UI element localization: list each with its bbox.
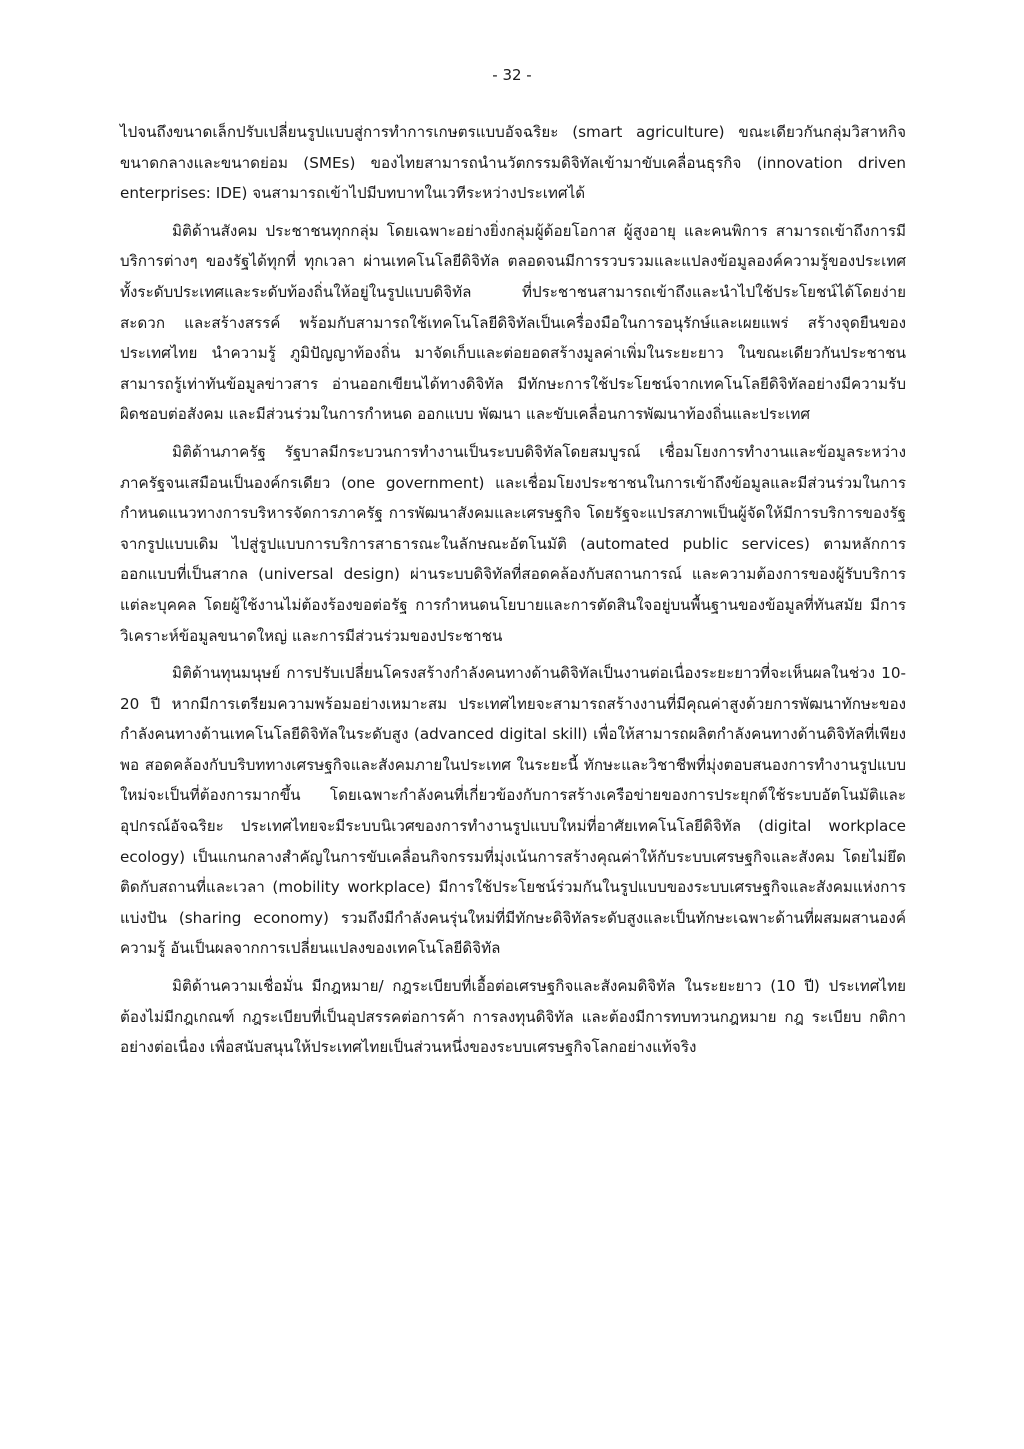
paragraph-social-dimension: มิติด้านสังคม ประชาชนทุกกลุ่ม โดยเฉพาะอย่างยิ่งกลุ่มผู้ด้อยโอกาส ผู้สูงอายุ และคนพิการ สามารถเข้าถึงการมีบริการต่างๆ ของรัฐได้ทุกที่ ทุกเวลา ผ่านเทคโนโลยีดิจิทัล ตลอดจนมีการรวบรวมและแปลงข้อมูลองค์ความรู้ของประเทศ ทั้งระดับประเทศและระดับท้องถิ่นให้อยู่ในรูปแบบดิจิทัล ที่ประชาชนสามารถเข้าถึงและนำไปใช้ประโยชน์ได้โดยง่าย สะดวก และสร้างสรรค์ พร้อมกับสามารถใช้เทคโนโลยีดิจิทัลเป็นเครื่องมือในการอนุรักษ์และเผยแพร่ สร้างจุดยืนของประเทศไทย นำความรู้ ภูมิปัญญาท้องถิ่น มาจัดเก็บและต่อยอดสร้างมูลค่าเพิ่มในระยะยาว ในขณะเดียวกันประชาชนสามารถรู้เท่าทันข้อมูลข่าวสาร อ่านออกเขียนได้ทางดิจิทัล มีทักษะการใช้ประโยชน์จากเทคโนโลยีดิจิทัลอย่างมีความรับผิดชอบต่อสังคม และมีส่วนร่วมในการกำหนด ออกแบบ พัฒนา และขับเคลื่อนการพัฒนาท้องถิ่นและประเทศ: [120, 221, 906, 424]
paragraph-trust-dimension: มิติด้านความเชื่อมั่น มีกฎหมาย/ กฎระเบียบที่เอื้อต่อเศรษฐกิจและสังคมดิจิทัล ในระยะยาว (10 ปี) ประเทศไทยต้องไม่มีกฎเกณฑ์ กฎระเบียบที่เป็นอุปสรรคต่อการค้า การลงทุนดิจิทัล และต้องมีการทบทวนกฎหมาย กฎ ระเบียบ กติกาอย่างต่อเนื่อง เพื่อสนับสนุนให้ประเทศไทยเป็นส่วนหนึ่งของระบบเศรษฐกิจโลกอย่างแท้จริง: [120, 977, 906, 1057]
paragraph-continuation: ไปจนถึงขนาดเล็กปรับเปลี่ยนรูปแบบสู่การทำการเกษตรแบบอัจฉริยะ (smart agriculture) ขณะเดียวกันกลุ่มวิสาหกิจขนาดกลางและขนาดย่อม (SMEs) ของไทยสามารถนำนวัตกรรมดิจิทัลเข้ามาขับเคลื่อนธุรกิจ (innovation driven enterprises: IDE) จนสามารถเข้าไปมีบทบาทในเวทีระหว่างประเทศได้: [120, 123, 906, 203]
page-number: - 32 -: [492, 66, 532, 84]
paragraph-human-capital-dimension: มิติด้านทุนมนุษย์ การปรับเปลี่ยนโครงสร้างกำลังคนทางด้านดิจิทัลเป็นงานต่อเนื่องระยะยาวที่จะเห็นผลในช่วง 10-20 ปี หากมีการเตรียมความพร้อมอย่างเหมาะสม ประเทศไทยจะสามารถสร้างงานที่มีคุณค่าสูงด้วยการพัฒนาทักษะของกำลังคนทางด้านเทคโนโลยีดิจิทัลในระดับสูง (advanced digital skill) เพื่อให้สามารถผลิตกำลังคนทางด้านดิจิทัลที่เพียงพอ สอดคล้องกับบริบททางเศรษฐกิจและสังคมภายในประเทศ ในระยะนี้ ทักษะและวิชาชีพที่มุ่งตอบสนองการทำงานรูปแบบใหม่จะเป็นที่ต้องการมากขึ้น โดยเฉพาะกำลังคนที่เกี่ยวข้องกับการสร้างเครือข่ายของการประยุกต์ใช้ระบบอัตโนมัติและอุปกรณ์อัจฉริยะ ประเทศไทยจะมีระบบนิเวศของการทำงานรูปแบบใหม่ที่อาศัยเทคโนโลยีดิจิทัล (digital workplace ecology) เป็นแกนกลางสำคัญในการขับเคลื่อนกิจกรรมที่มุ่งเน้นการสร้างคุณค่าให้กับระบบเศรษฐกิจและสังคม โดยไม่ยึดติดกับสถานที่และเวลา (mobility workplace) มีการใช้ประโยชน์ร่วมกันในรูปแบบของระบบเศรษฐกิจและสังคมแห่งการแบ่งปัน (sharing economy) รวมถึงมีกำลังคนรุ่นใหม่ที่มีทักษะดิจิทัลระดับสูงและเป็นทักษะเฉพาะด้านที่ผสมผสานองค์ความรู้ อันเป็นผลจากการเปลี่ยนแปลงของเทคโนโลยีดิจิทัล: [120, 664, 906, 958]
document-body: [120, 117, 906, 1070]
paragraph-government-dimension: มิติด้านภาครัฐ รัฐบาลมีกระบวนการทำงานเป็นระบบดิจิทัลโดยสมบูรณ์ เชื่อมโยงการทำงานและข้อมูลระหว่างภาครัฐจนเสมือนเป็นองค์กรเดียว (one government) และเชื่อมโยงประชาชนในการเข้าถึงข้อมูลและมีส่วนร่วมในการกำหนดแนวทางการบริหารจัดการภาครัฐ การพัฒนาสังคมและเศรษฐกิจ โดยรัฐจะแปรสภาพเป็นผู้จัดให้มีการบริการของรัฐจากรูปแบบเดิม ไปสู่รูปแบบการบริการสาธารณะในลักษณะอัตโนมัติ (automated public services) ตามหลักการออกแบบที่เป็นสากล (universal design) ผ่านระบบดิจิทัลที่สอดคล้องกับสถานการณ์ และความต้องการของผู้รับบริการแต่ละบุคคล โดยผู้ใช้งานไม่ต้องร้องขอต่อรัฐ การกำหนดนโยบายและการตัดสินใจอยู่บนพื้นฐานของข้อมูลที่ทันสมัย มีการวิเคราะห์ข้อมูลขนาดใหญ่ และการมีส่วนร่วมของประชาชน: [120, 442, 906, 645]
